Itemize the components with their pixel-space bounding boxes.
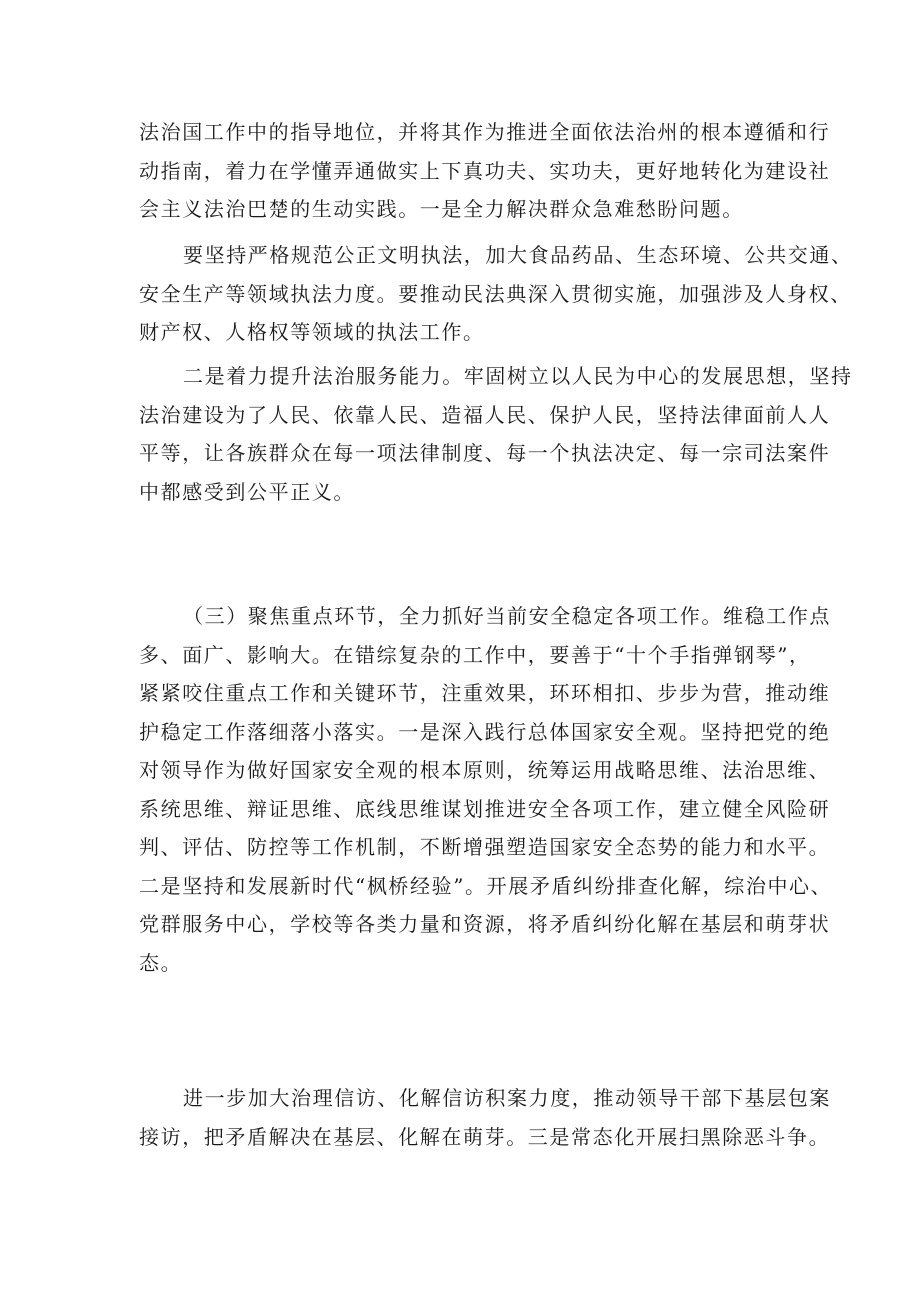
text-line: 判、评估、防控等工作机制，不断增强塑造国家安全态势的能力和水平。 (139, 835, 831, 859)
text-line: 动指南，着力在学懂弄通做实上下真功夫、实功夫，更好地转化为建设社 (139, 158, 831, 183)
text-line: 接访，把矛盾解决在基层、化解在萌芽。三是常态化开展扫黑除恶斗争。 (139, 1124, 831, 1149)
text-line: 二是坚持和发展新时代“枫桥经验”。开展矛盾纠纷排查化解，综治中心、 (139, 873, 833, 898)
text-line: 紧紧咬住重点工作和关键环节，注重效果，环环相扣、步步为营，推动维 (139, 681, 831, 705)
paragraph-1 (139, 113, 831, 229)
text-line: 平等，让各族群众在每一项法律制度、每一个执法决定、每一宗司法案件 (139, 441, 831, 465)
text-line: 进一步加大治理信访、化解信访积案力度，推动领导干部下基层包案 (183, 1086, 831, 1110)
text-line: 党群服务中心，学校等各类力量和资源，将矛盾纠纷化解在基层和萌芽状 (139, 912, 831, 936)
text-line: 法治国工作中的指导地位，并将其作为推进全面依法治州的根本遵循和行 (139, 120, 831, 144)
paragraph-2 (139, 236, 853, 352)
text-line: 要坚持严格规范公正文明执法，加大食品药品、生态环境、公共交通、 (183, 243, 853, 267)
text-line: 法治建设为了人民、依靠人民、造福人民、保护人民，坚持法律面前人人 (139, 402, 831, 427)
text-line: （三）聚焦重点环节，全力抓好当前安全稳定各项工作。维稳工作点 (183, 604, 831, 628)
text-line: 系统思维、辩证思维、底线思维谋划推进安全各项工作，建立健全风险研 (139, 796, 831, 821)
text-line: 财产权、人格权等领域的执法工作。 (139, 320, 485, 344)
text-line: 态。 (139, 950, 183, 975)
text-line: 护稳定工作落细落小落实。一是深入践行总体国家安全观。坚持把党的绝 (139, 719, 831, 744)
text-line: 中都感受到公平正义。 (139, 479, 355, 504)
paragraph-3 (139, 357, 853, 511)
text-line: 多、面广、影响大。在错综复杂的工作中，要善于“十个手指弹钢琴”， (139, 642, 811, 667)
text-line: 对领导作为做好国家安全观的根本原则，统筹运用战略思维、法治思维、 (139, 758, 831, 782)
text-line: 二是着力提升法治服务能力。牢固树立以人民为中心的发展思想，坚持 (183, 364, 853, 388)
paragraph-5 (139, 1079, 831, 1156)
text-line: 安全生产等领域执法力度。要推动民法典深入贯彻实施，加强涉及人身权、 (139, 281, 852, 306)
paragraph-4 (139, 597, 833, 982)
text-line: 会主义法治巴楚的生动实践。一是全力解决群众急难愁盼问题。 (139, 197, 744, 221)
